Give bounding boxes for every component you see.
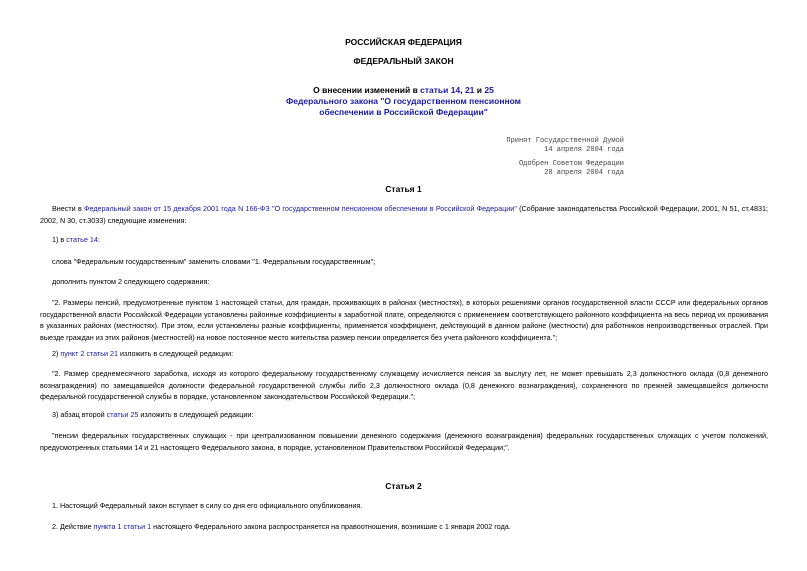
article-25-link[interactable]: статьи 25 xyxy=(106,410,139,419)
article-2-point-1: 1. Настоящий Федеральный закон вступает в силу со дня его официального опубликования. xyxy=(52,501,363,510)
title-link-article-21[interactable]: 21 xyxy=(464,85,475,95)
law-title xyxy=(0,85,807,118)
title-sep: , xyxy=(460,85,465,95)
title-line-2: Федерального закона "О государственном пенсионном xyxy=(286,96,521,106)
quote-point-2-article-21: "2. Размер среднемесячного заработка, исходя из которого федеральному государственному служащему исчисляется пенсия за выслугу лет, не может превышать 2,3 должностного оклада (0,8 денежного вознаграждения) по замещавшейся должности федеральной государственной службы либо 2,3 должностного оклада (0,8 денежного вознаграждения), сохраненного по прежней замещавшейся должности федеральной государственной службы в порядке, установленном законодательством Российской Федерации."; xyxy=(40,369,768,401)
title-sep: и xyxy=(474,85,485,95)
adoption-duma-label: Принят Государственной Думой xyxy=(506,137,624,145)
title-text: О внесении изменений в xyxy=(313,85,421,95)
article-21-point-2-link[interactable]: пункт 2 статьи 21 xyxy=(60,349,119,358)
adoption-duma-date: 14 апреля 2004 года xyxy=(544,146,624,154)
article-2-point-2 xyxy=(40,521,768,533)
intro-text: Внести в xyxy=(52,204,85,213)
item-2-text: изложить в следующей редакции: xyxy=(118,349,234,358)
item-1 xyxy=(40,234,768,246)
adoption-duma xyxy=(506,137,624,155)
article-2-point-2-text: 2. Действие xyxy=(52,522,94,531)
law-type-heading: ФЕДЕРАЛЬНЫЙ ЗАКОН xyxy=(353,56,454,66)
article-2-point-2-text-end: настоящего Федерального закона распространяется на правоотношения, возникшие с 1 января 2002 года. xyxy=(151,522,511,531)
item-2-number: 2) xyxy=(52,349,61,358)
item-2 xyxy=(40,348,768,360)
paragraph-replace-words: слова "Федеральным государственным" заменить словами "1. Федеральным государственным"; xyxy=(52,257,376,266)
quote-point-2-article-14: "2. Размеры пенсий, предусмотренные пунктом 1 настоящей статьи, для граждан, проживающих в районах (местностях), в которых решениями органов государственной власти СССР или федеральных органов государственной власти Российской Федерации установлены районные коэффициенты к заработной плате, определяются с применением соответствующего районного коэффициента на весь период их проживания в указанных районах (местностях). При этом, если установлены разные коэффициенты, применяется коэффициент, действующий в данном районе (местности) для работников непроизводственных отраслей. При выезде граждан из этих районов (местностей) на новое постоянное место жительства размер пенсии определяется без учета районного коэффициента."; xyxy=(40,298,768,342)
title-line-3: обеспечении в Российской Федерации" xyxy=(319,107,488,117)
article-1-point-1-link[interactable]: пункта 1 статьи 1 xyxy=(93,522,152,531)
item-1-text: 1) в xyxy=(52,235,67,244)
article-1-intro xyxy=(40,203,768,226)
article-2-heading: Статья 2 xyxy=(385,481,422,491)
title-link-article-14[interactable]: статьи 14 xyxy=(420,85,461,95)
article-1-heading: Статья 1 xyxy=(385,184,422,194)
adoption-council-date: 28 апреля 2004 года xyxy=(544,169,624,177)
item-3-text: 3) абзац второй xyxy=(52,410,107,419)
quote-article-25: "пенсии федеральных государственных служащих - при централизованном повышении денежного содержания (денежного вознаграждения) федеральных государственных служащих с учетом положений, предусмотренных статьями 14 и 21 настоящего Федерального закона, в порядке, установленном Правительством Российской Федерации;". xyxy=(40,431,768,452)
article-14-link[interactable]: статье 14 xyxy=(66,235,98,244)
adoption-council-label: Одобрен Советом Федерации xyxy=(518,160,624,168)
country-heading: РОССИЙСКАЯ ФЕДЕРАЦИЯ xyxy=(345,37,462,47)
adoption-council xyxy=(519,160,624,178)
item-3 xyxy=(40,409,768,421)
paragraph-add-point: дополнить пунктом 2 следующего содержания: xyxy=(52,277,210,286)
law-166-link[interactable]: Федеральный закон от 15 декабря 2001 года N 166-ФЗ "О государственном пенсионном обеспечении в Российской Федерации" xyxy=(84,204,517,213)
item-1-colon: : xyxy=(97,235,100,244)
title-link-article-25[interactable]: 25 xyxy=(484,85,494,95)
item-3-text-end: изложить в следующей редакции: xyxy=(138,410,254,419)
intro-text-end: (Собрание законодательства Российской Федерации, 2001, N 51, ст.4831; 2002, N 30, ст.3033) следующие изменения: xyxy=(40,204,768,225)
